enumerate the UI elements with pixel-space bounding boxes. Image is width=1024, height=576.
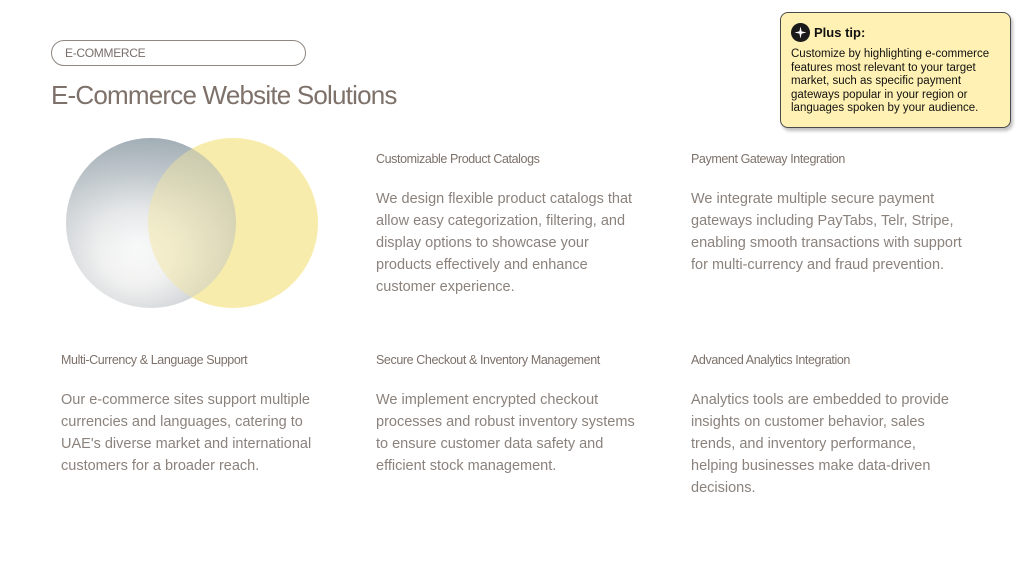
feature-card-payment-gateway [691, 152, 963, 276]
venn-circle-yellow-overlay [148, 138, 318, 308]
plus-tip-header [791, 23, 1001, 42]
feature-card-multi-currency [61, 353, 333, 477]
feature-card-title: Secure Checkout & Inventory Management [376, 353, 600, 367]
feature-card-body: Our e-commerce sites support multiple currencies and languages, catering to UAE's diverse market and international customers for a broader reach. [61, 392, 312, 474]
category-pill-label: E-COMMERCE [65, 46, 146, 60]
plus-tip-text: Customize by highlighting e-commerce features most relevant to your target market, such as specific payment gateways popular in your region or languages spoken by your audience. [791, 48, 990, 114]
page-title: E-Commerce Website Solutions [51, 80, 397, 110]
feature-card-body: We integrate multiple secure payment gateways including PayTabs, Telr, Stripe, enabling smooth transactions with support for multi-currency and fraud prevention. [691, 191, 962, 273]
feature-card-body: Analytics tools are embedded to provide insights on customer behavior, sales trends, and inventory performance, helping businesses make data-driven decisions. [691, 392, 949, 496]
plus-tip-title: Plus tip: [814, 25, 866, 40]
feature-card-title: Advanced Analytics Integration [691, 353, 850, 367]
feature-card-product-catalogs [376, 152, 648, 298]
sparkle-icon [791, 23, 810, 42]
feature-card-analytics [691, 353, 963, 499]
venn-graphic [64, 136, 320, 312]
feature-card-title: Payment Gateway Integration [691, 152, 845, 166]
feature-card-body: We implement encrypted checkout processes and robust inventory systems to ensure customer data safety and efficient stock management. [376, 392, 635, 474]
feature-card-secure-checkout [376, 353, 648, 477]
feature-card-body: We design flexible product catalogs that allow easy categorization, filtering, and display options to showcase your products effectively and enhance customer experience. [376, 191, 633, 295]
plus-tip-callout [780, 12, 1011, 128]
feature-card-title: Multi-Currency & Language Support [61, 353, 248, 367]
feature-card-title: Customizable Product Catalogs [376, 152, 540, 166]
category-pill [51, 40, 306, 66]
